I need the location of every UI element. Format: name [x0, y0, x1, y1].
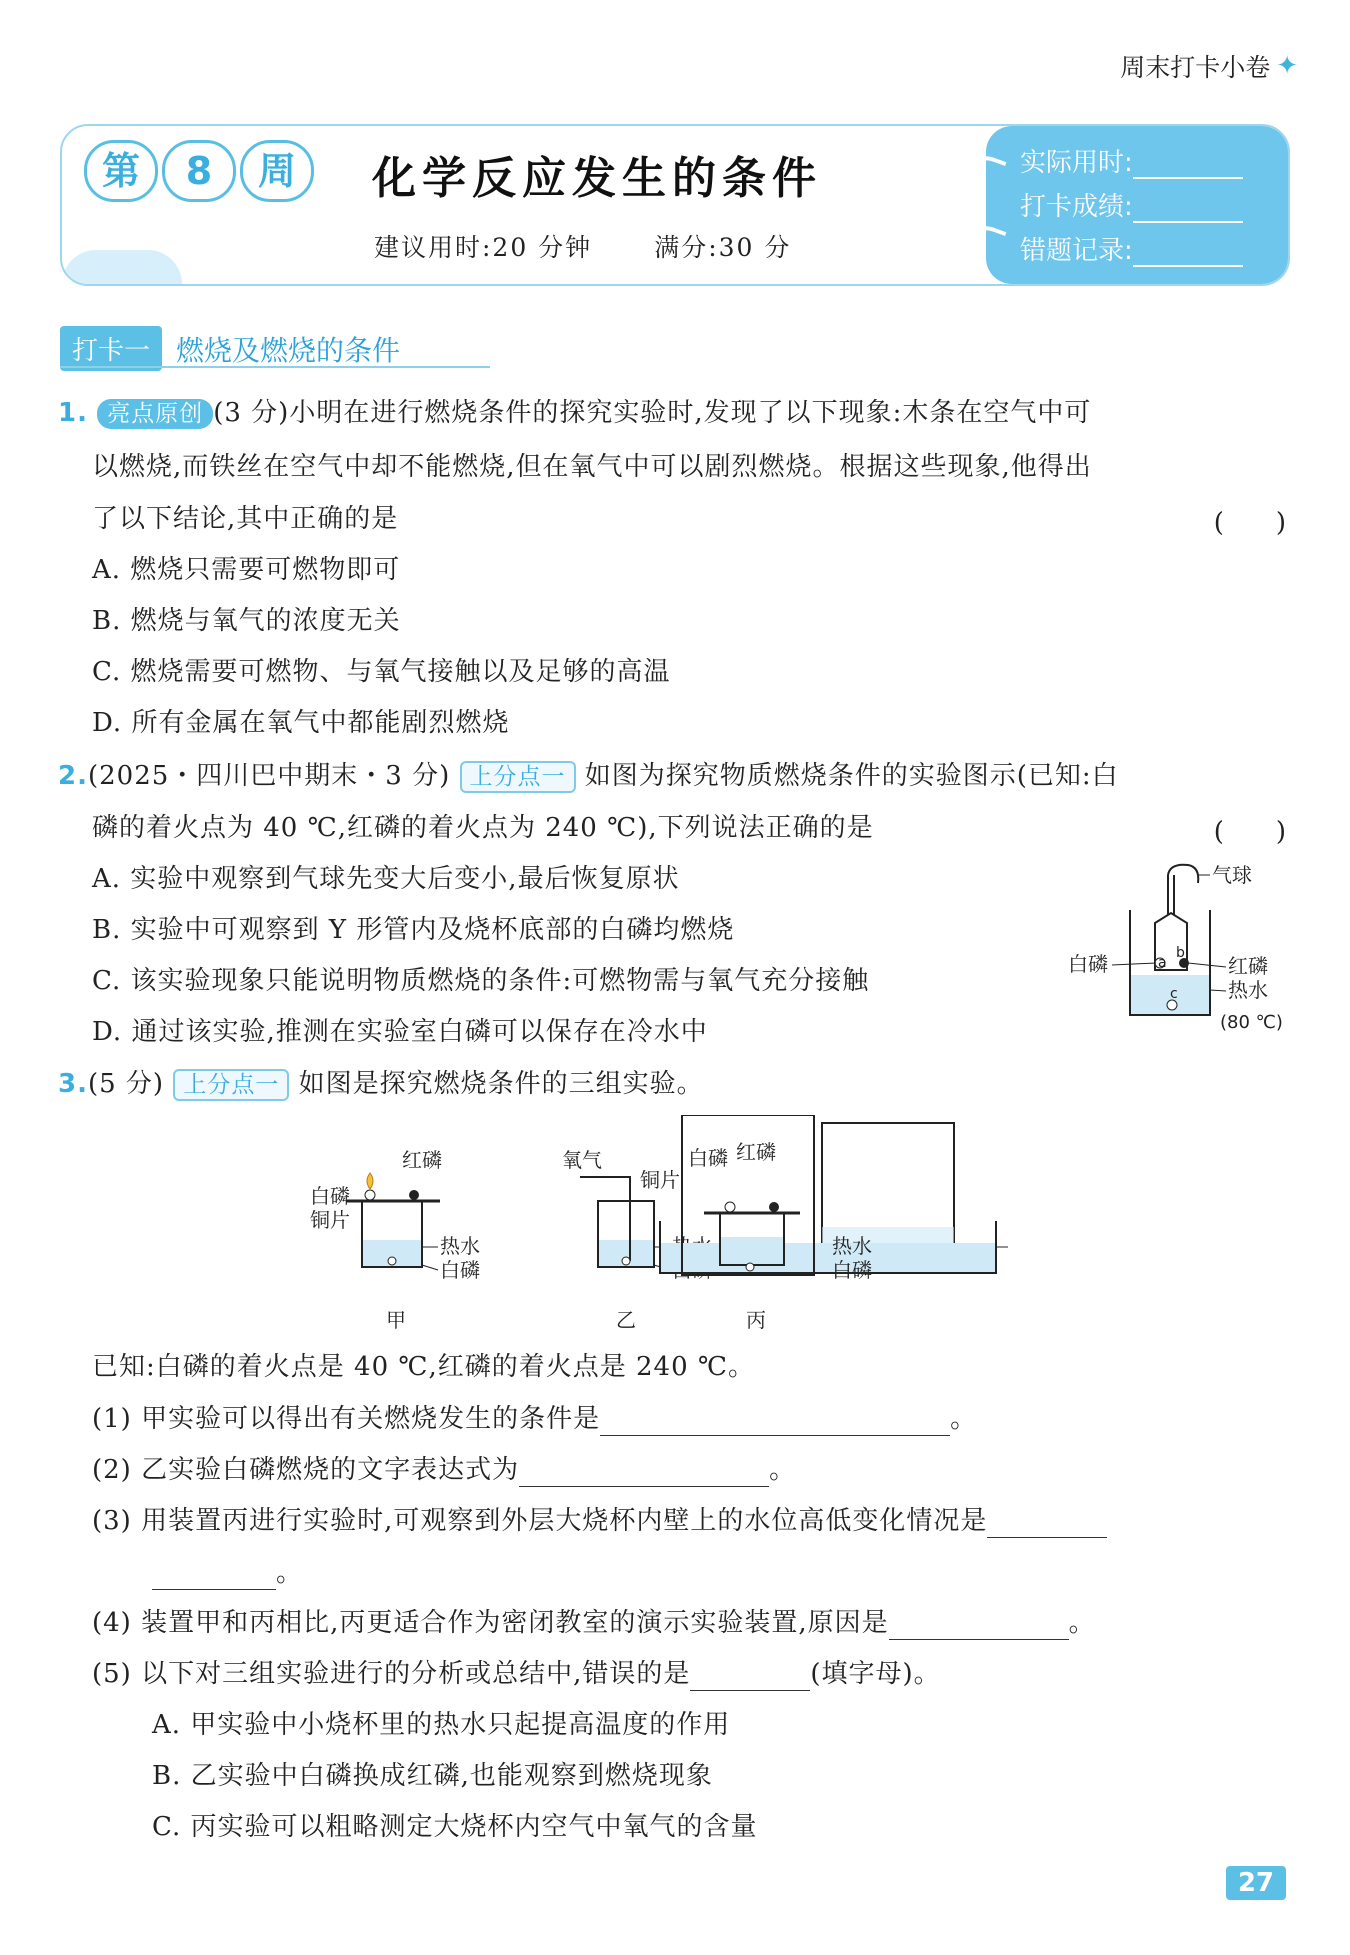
white-phosphorus-label: 白磷	[688, 1146, 728, 1170]
oxygen-label: 氧气	[562, 1148, 602, 1172]
section-tag: 打卡一	[60, 326, 162, 371]
figure-yi	[562, 1148, 712, 1332]
label-c: c	[1170, 986, 1178, 1002]
q3-sub-3-end: 。	[276, 1558, 304, 1588]
section-header	[60, 326, 400, 371]
white-phosphorus-label: 白磷	[310, 1184, 350, 1208]
q3-sub-5-blank[interactable]	[690, 1662, 810, 1691]
copper-label: 铜片	[310, 1208, 350, 1232]
corner-label	[1120, 48, 1298, 84]
q3-sub-1-blank[interactable]	[600, 1407, 950, 1436]
hot-water-label: 热水	[440, 1234, 480, 1258]
q3-sub-2-text: (2) 乙实验白磷燃烧的文字表达式为	[92, 1455, 520, 1485]
leader-line	[1188, 963, 1226, 967]
week-badge	[84, 140, 314, 202]
q2-option-a: A. 实验中观察到气球先变大后变小,最后恢复原状	[92, 864, 680, 894]
q2-option-b: B. 实验中可观察到 Y 形管内及烧杯底部的白磷均燃烧	[92, 915, 735, 945]
label-b: b	[1176, 945, 1185, 961]
q3-known: 已知:白磷的着火点是 40 ℃,红磷的着火点是 240 ℃。	[92, 1352, 755, 1382]
white-phosphorus-underwater	[388, 1257, 396, 1265]
q3-sub-4	[92, 1606, 1096, 1640]
q3-sub-2-end: 。	[769, 1455, 797, 1485]
week-part: 周	[240, 140, 314, 202]
white-phosphorus	[365, 1190, 375, 1200]
q1-line-2: 以燃烧,而铁丝在空气中却不能燃烧,但在氧气中可以剧烈燃烧。根据这些现象,他得出	[92, 452, 1092, 482]
red-phosphorus-label: 红磷	[736, 1140, 776, 1164]
white-phosphorus	[622, 1257, 630, 1265]
q3-sub-1-end: 。	[950, 1404, 978, 1434]
q3-sub-5-end: (填字母)。	[810, 1659, 941, 1689]
q1-option-d: D. 所有金属在氧气中都能剧烈燃烧	[92, 708, 510, 738]
q2-option-c: C. 该实验现象只能说明物质燃烧的条件:可燃物需与氧气充分接触	[92, 966, 870, 996]
hot-water-label: 热水	[832, 1234, 872, 1258]
stat-errors	[1020, 230, 1243, 267]
balloon-label: 气球	[1212, 863, 1252, 887]
red-phosphorus	[769, 1202, 779, 1212]
stat-blank[interactable]	[1133, 155, 1243, 179]
q3-sub-3-text: (3) 用装置丙进行实验时,可观察到外层大烧杯内壁上的水位高低变化情况是	[92, 1506, 988, 1536]
caption-yi: 乙	[616, 1308, 636, 1332]
caption-bing: 丙	[746, 1308, 766, 1332]
red-phosphorus-label: 红磷	[1228, 954, 1268, 978]
stat-actual-time	[1020, 142, 1243, 179]
page-number: 27	[1226, 1866, 1286, 1900]
q3-sub-5-text: (5) 以下对三组实验进行的分析或总结中,错误的是	[92, 1659, 691, 1689]
q3-source: (5 分)	[87, 1069, 165, 1099]
full-score: 满分:30 分	[654, 233, 792, 262]
q1-line-1	[58, 396, 1091, 430]
q3-sub-5	[92, 1657, 941, 1691]
q3-option-a: A. 甲实验中小烧杯里的热水只起提高温度的作用	[152, 1710, 731, 1740]
q3-sub-2-blank[interactable]	[519, 1458, 769, 1487]
q3-sub-1	[92, 1402, 977, 1436]
q2-badge: 上分点一	[460, 761, 576, 793]
label-a: a	[1158, 955, 1167, 971]
q1-line-3: 了以下结论,其中正确的是	[92, 504, 399, 534]
page-title: 化学反应发生的条件	[372, 153, 822, 204]
q1-option-c: C. 燃烧需要可燃物、与氧气接触以及足够的高温	[92, 657, 671, 687]
y-tube-stem	[1168, 875, 1174, 915]
q1-badge: 亮点原创	[97, 399, 213, 429]
q1-text: (3 分)小明在进行燃烧条件的探究实验时,发现了以下现象:木条在空气中可	[213, 398, 1092, 428]
q1-option-a: A. 燃烧只需要可燃物即可	[92, 555, 401, 585]
q3-sub-2	[92, 1453, 796, 1487]
balloon-icon	[1168, 865, 1198, 883]
hot-water-label: 热水	[1228, 978, 1268, 1002]
q1-option-b: B. 燃烧与氧气的浓度无关	[92, 606, 401, 636]
q3-option-b: B. 乙实验中白磷换成红磷,也能观察到燃烧现象	[152, 1761, 713, 1791]
stat-score	[1020, 186, 1243, 223]
stat-label: 打卡成绩:	[1020, 192, 1133, 222]
q3-sub-4-text: (4) 装置甲和丙相比,丙更适合作为密闭教室的演示实验装置,原因是	[92, 1608, 889, 1638]
white-phosphorus-label: 白磷	[1068, 952, 1108, 976]
q3-badge: 上分点一	[173, 1069, 289, 1101]
q2-line-2: 磷的着火点为 40 ℃,红磷的着火点为 240 ℃),下列说法正确的是	[92, 813, 874, 843]
copper-label: 铜片	[640, 1168, 680, 1192]
stat-label: 错题记录:	[1020, 236, 1133, 266]
q3-sub-3-blank[interactable]	[987, 1509, 1107, 1538]
q3-number: 3.	[58, 1069, 88, 1099]
q3-sub-1-text: (1) 甲实验可以得出有关燃烧发生的条件是	[92, 1404, 601, 1434]
suggested-time: 建议用时:20 分钟	[374, 233, 593, 262]
leader-line	[1112, 963, 1156, 965]
figure-jia	[310, 1148, 480, 1332]
q3-sub-3-cont	[152, 1556, 303, 1590]
q1-answer-paren[interactable]: ( )	[1213, 508, 1286, 538]
red-phosphorus-label: 红磷	[402, 1148, 442, 1172]
q3-line-1	[58, 1067, 704, 1101]
q3-sub-3-blank-2[interactable]	[152, 1561, 276, 1590]
q3-sub-4-blank[interactable]	[889, 1611, 1069, 1640]
leader-line	[1210, 990, 1226, 991]
banner-subtitle	[374, 228, 791, 264]
q3-option-c: C. 丙实验可以粗略测定大烧杯内空气中氧气的含量	[152, 1812, 758, 1842]
sparkle-icon: ✦	[1276, 51, 1298, 81]
q2-line-1	[58, 759, 1119, 793]
section-underline	[60, 366, 490, 368]
q2-answer-paren[interactable]: ( )	[1213, 817, 1286, 847]
leader-line	[422, 1265, 438, 1270]
cloud-decoration	[62, 250, 182, 284]
trough-water	[661, 1243, 995, 1272]
q2-apparatus-figure	[1060, 855, 1300, 1040]
caption-jia: 甲	[386, 1308, 406, 1332]
corner-label-text: 周末打卡小卷	[1120, 53, 1271, 82]
q2-option-d: D. 通过该实验,推测在实验室白磷可以保存在冷水中	[92, 1017, 708, 1047]
white-phosphorus-underwater	[746, 1263, 754, 1271]
q2-number: 2.	[58, 761, 88, 791]
white-phosphorus	[725, 1202, 735, 1212]
q3-figures	[280, 1115, 1100, 1335]
week-banner	[60, 124, 1290, 286]
q3-sub-4-end: 。	[1068, 1608, 1096, 1638]
flame-icon	[367, 1173, 373, 1189]
q2-text: 如图为探究物质燃烧条件的实验图示(已知:白	[584, 761, 1119, 791]
week-number: 8	[162, 140, 236, 202]
q3-text: 如图是探究燃烧条件的三组实验。	[298, 1069, 704, 1099]
stat-blank[interactable]	[1133, 199, 1243, 223]
section-title: 燃烧及燃烧的条件	[176, 333, 401, 367]
q3-sub-3	[92, 1504, 1107, 1538]
white-phosphorus-label-2: 白磷	[832, 1258, 872, 1282]
red-phosphorus	[409, 1190, 419, 1200]
small-beaker-water	[721, 1237, 783, 1264]
white-phosphorus-label-2: 白磷	[440, 1258, 480, 1282]
q1-number: 1.	[58, 398, 88, 428]
bing-inner	[640, 1115, 1008, 1332]
stat-label: 实际用时:	[1020, 148, 1133, 178]
temperature-label: (80 ℃)	[1220, 1012, 1283, 1033]
stat-blank[interactable]	[1133, 243, 1243, 267]
q2-source: (2025・四川巴中期末・3 分)	[87, 761, 451, 791]
week-part: 第	[84, 140, 158, 202]
